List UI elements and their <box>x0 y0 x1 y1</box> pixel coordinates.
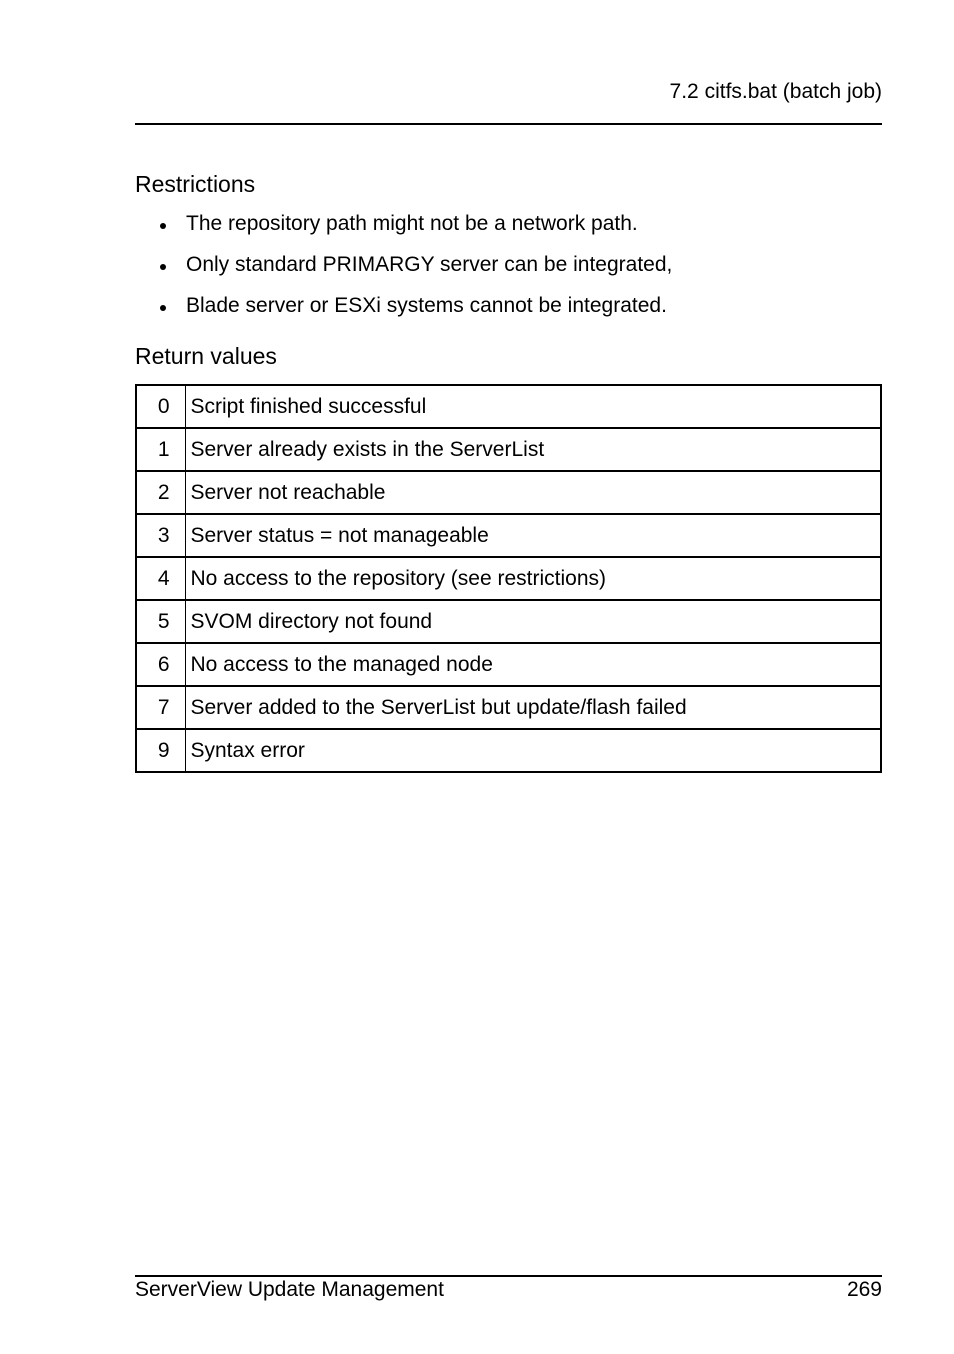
return-code: 4 <box>136 557 185 600</box>
table-row <box>136 600 881 643</box>
table-row <box>136 643 881 686</box>
table-row <box>136 686 881 729</box>
restrictions-heading: Restrictions <box>135 171 256 197</box>
return-values-table <box>135 384 882 773</box>
return-code: 2 <box>136 471 185 514</box>
bullet-icon <box>160 305 166 311</box>
restriction-item <box>135 251 672 279</box>
restriction-item <box>135 292 672 320</box>
return-code: 9 <box>136 729 185 772</box>
table-row <box>136 471 881 514</box>
table-row <box>136 557 881 600</box>
footer-title: ServerView Update Management <box>135 1278 444 1301</box>
bullet-icon <box>160 223 166 229</box>
table-row <box>136 514 881 557</box>
table-row <box>136 428 881 471</box>
return-description: Server not reachable <box>185 471 881 514</box>
return-description: SVOM directory not found <box>185 600 881 643</box>
table-row <box>136 385 881 428</box>
return-description: Server status = not manageable <box>185 514 881 557</box>
restriction-text: The repository path might not be a network path. <box>186 212 638 235</box>
return-code: 7 <box>136 686 185 729</box>
return-description: Script finished successful <box>185 385 881 428</box>
return-code: 5 <box>136 600 185 643</box>
return-code: 6 <box>136 643 185 686</box>
return-description: Server already exists in the ServerList <box>185 428 881 471</box>
running-header: 7.2 citfs.bat (batch job) <box>669 80 882 103</box>
return-description: Server added to the ServerList but update/flash failed <box>185 686 881 729</box>
restriction-item <box>135 210 672 238</box>
page-number: 269 <box>846 1278 882 1301</box>
return-values-heading: Return values <box>135 343 277 369</box>
restriction-text: Only standard PRIMARGY server can be integrated, <box>186 253 673 276</box>
return-code: 3 <box>136 514 185 557</box>
bullet-icon <box>160 264 166 270</box>
restriction-text: Blade server or ESXi systems cannot be integrated. <box>186 294 667 317</box>
return-code: 1 <box>136 428 185 471</box>
return-code: 0 <box>136 385 185 428</box>
table-row <box>136 729 881 772</box>
return-description: Syntax error <box>185 729 881 772</box>
return-description: No access to the repository (see restrictions) <box>185 557 881 600</box>
restrictions-list <box>135 210 672 333</box>
header-rule <box>135 123 882 125</box>
return-description: No access to the managed node <box>185 643 881 686</box>
